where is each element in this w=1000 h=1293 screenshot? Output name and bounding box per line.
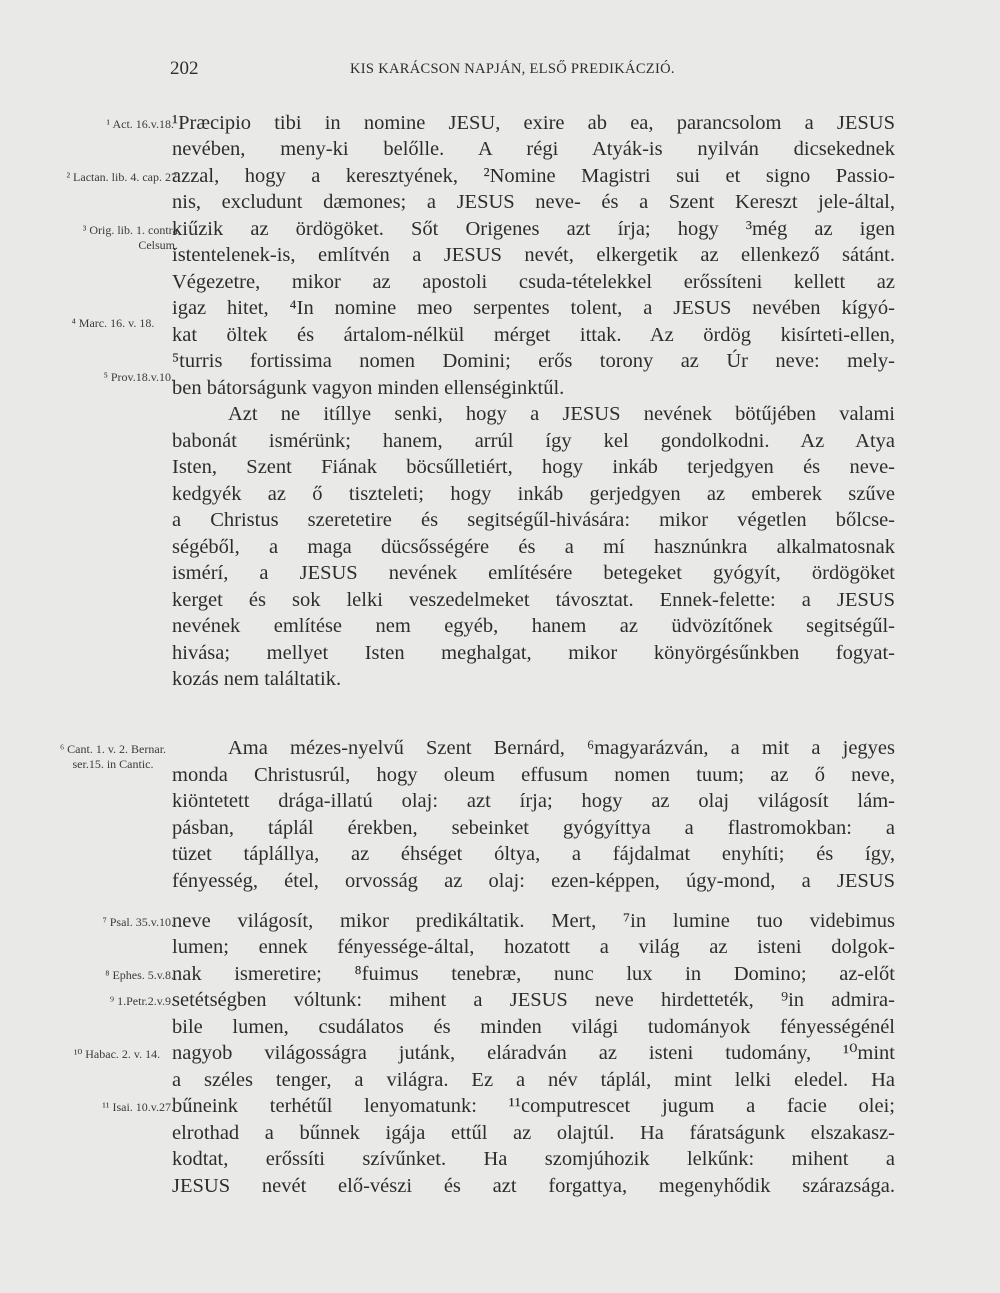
margin-note: ³ Orig. lib. 1. contra Celsum. [82, 223, 178, 252]
text-line: JESUS nevét elő-vészi és azt forgattya, megenyhődik szárazsága. [172, 1175, 895, 1197]
text-line: ségéből, a maga dücsősségére és a mí hasznúnkra alkalmatosnak [172, 536, 895, 558]
text-line: monda Christusrúl, hogy oleum effusum nomen tuum; az ő neve, [172, 764, 895, 786]
margin-note: ⁷ Psal. 35.v.10. [102, 915, 174, 929]
margin-notes [0, 0, 180, 1293]
page-header [170, 58, 730, 88]
text-line: kodtat, erőssíti szívűnket. Ha szomjúhozik lelkűnk: mihent a [172, 1148, 895, 1170]
margin-note: ⁵ Prov.18.v.10. [103, 370, 174, 384]
text-line: tüzet táplállya, az éhséget óltya, a fájdalmat enyhíti; és így, [172, 843, 895, 865]
text-line: nis, excludunt dæmones; a JESUS neve- és a Szent Kereszt jele-által, [172, 191, 895, 213]
text-line: ismérí, a JESUS nevének említésére betegeket gyógyít, ördögöket [172, 562, 895, 584]
text-line: nevének említése nem egyéb, hanem az üdvözítőnek segitségűl- [172, 615, 895, 637]
text-line: istentelenek-is, említvén a JESUS nevét, elkergetik az ellenkező sátánt. [172, 244, 895, 266]
text-line: hivása; mellyet Isten meghalgat, mikor könyörgésűnkben fogyat- [172, 642, 895, 664]
page-number: 202 [170, 58, 199, 79]
margin-note: ¹⁰ Habac. 2. v. 14. [73, 1047, 161, 1061]
margin-note: ¹ Act. 16.v.18. [106, 117, 174, 131]
text-line: lumen; ennek fényessége-által, hozatott a világ az isteni dolgok- [172, 936, 895, 958]
margin-note: ⁴ Marc. 16. v. 18. [71, 316, 155, 330]
text-line: kozás nem találtatik. [172, 668, 342, 690]
text-line: kedgyék az ő tiszteleti; hogy inkáb gerjedgyen az emberek szűve [172, 483, 895, 505]
margin-note: ² Lactan. lib. 4. cap. 27. [66, 170, 180, 184]
text-line: Ama mézes-nyelvű Szent Bernárd, ⁶magyarázván, a mit a jegyes [228, 737, 895, 759]
text-line: Isten, Szent Fiának böcsűlletiért, hogy inkáb terjedgyen és neve- [172, 456, 895, 478]
margin-note: ⁹ 1.Petr.2.v.9. [109, 994, 174, 1008]
text-line: Végezetre, mikor az apostoli csuda-tételekkel erőssíteni kellett az [172, 271, 895, 293]
text-line: pásban, táplál érekben, sebeinket gyógyíttya a flastromokban: a [172, 817, 895, 839]
text-line: neve világosít, mikor predikáltatik. Mert, ⁷in lumine tuo videbimus [172, 910, 895, 932]
text-line: setétségben vóltunk: mihent a JESUS neve hirdetteték, ⁹in admira- [172, 989, 895, 1011]
margin-note: ¹¹ Isai. 10.v.27. [102, 1100, 174, 1114]
text-line: a széles tenger, a világra. Ez a név táplál, mint lelki eledel. Ha [172, 1069, 895, 1091]
text-line: babonát ismérünk; hanem, arrúl így kel gondolkodni. Az Atya [172, 430, 895, 452]
margin-note: ⁸ Ephes. 5.v.8. [105, 968, 174, 982]
margin-note: ⁶ Cant. 1. v. 2. Bernar. ser.15. in Cantic. [59, 742, 167, 771]
text-line: kerget és sok lelki veszedelmeket távosztat. Ennek-felette: a JESUS [172, 589, 895, 611]
text-line: a Christus szeretetire és segitségűl-hivására: mikor végetlen bőlcse- [172, 509, 895, 531]
text-line: kat öltek és ártalom-nélkül mérget ittak. Az ördög kisírteti-ellen, [172, 324, 895, 346]
text-line: elrothad a bűnnek igája ettűl az olajtúl. Ha fáratságunk elszakasz- [172, 1122, 895, 1144]
text-line: azzal, hogy a keresztyének, ²Nomine Magistri sui et signo Passio- [172, 165, 895, 187]
text-line: kiűzik az ördögöket. Sőt Origenes azt írja; hogy ³még az igen [172, 218, 895, 240]
text-line: ¹Præcipio tibi in nomine JESU, exire ab ea, parancsolom a JESUS [172, 112, 895, 134]
text-line: nak ismeretire; ⁸fuimus tenebræ, nunc lux in Domino; az-előt [172, 963, 895, 985]
text-line: ⁵turris fortissima nomen Domini; erős torony az Úr neve: mely- [172, 350, 895, 372]
text-line: ben bátorságunk vagyon minden ellenséginktűl. [172, 377, 565, 399]
text-line: Azt ne itíllye senki, hogy a JESUS nevének bötűjében valami [228, 403, 895, 425]
text-line: bile lumen, csudálatos és minden világi tudományok fényességénél [172, 1016, 895, 1038]
text-line: kiöntetett drága-illatú olaj: azt írja; hogy az olaj világosít lám- [172, 790, 895, 812]
text-line: nevében, meny-ki belőlle. A régi Atyák-is nyilván dicsekednek [172, 138, 895, 160]
text-line: fényesség, étel, orvosság az olaj: ezen-képpen, úgy-mond, a JESUS [172, 870, 895, 892]
text-line: bűneink terhétűl lenyomatunk: ¹¹computrescet jugum a facie olei; [172, 1095, 895, 1117]
text-line: nagyob világosságra jutánk, eláradván az isteni tudomány, ¹⁰mint [172, 1042, 895, 1064]
running-title: KIS KARÁCSON NAPJÁN, ELSŐ PREDIKÁCZIÓ. [350, 61, 675, 77]
text-line: igaz hitet, ⁴In nomine meo serpentes tolent, a JESUS nevében kígyó- [172, 297, 895, 319]
